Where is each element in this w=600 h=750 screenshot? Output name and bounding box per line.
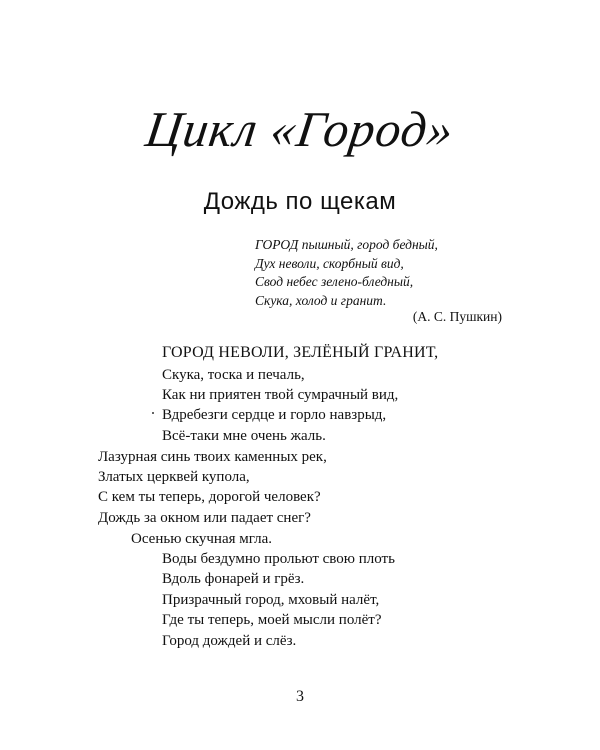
epigraph-line: ГОРОД пышный, город бедный, [255,237,438,252]
poem-line: Вдребезги сердце и горло навзрыд, [162,407,387,423]
epigraph [255,236,515,310]
epigraph-line: Скука, холод и гранит. [255,292,387,308]
poem-line: Всё-таки мне очень жаль. [162,428,326,444]
poem-line: ГОРОД НЕВОЛИ, ЗЕЛЁНЫЙ ГРАНИТ, [162,344,439,361]
cycle-title: Цикл «Город» [142,101,458,157]
epigraph-author: (А. С. Пушкин) [412,309,502,324]
poem-title: Дождь по щекам [203,188,397,215]
poem-line: Призрачный город, мховый налёт, [162,592,380,608]
poem-line: Как ни приятен твой сумрачный вид, [162,387,399,403]
page-number: 3 [296,688,304,705]
print-speck [152,412,154,414]
epigraph-line: Дух неволи, скорбный вид, [255,255,404,271]
poem-line: Скука, тоска и печаль, [162,367,305,383]
epigraph-line: Свод небес зелено-бледный, [255,274,414,289]
poem-line: Вдоль фонарей и грёз. [162,571,305,587]
poem-line: Осенью скучная мгла. [131,531,273,547]
poem-line: Дождь за окном или падает снег? [98,510,311,526]
poem-line: С кем ты теперь, дорогой человек? [98,489,321,505]
poem-line: Воды бездумно прольют свою плоть [162,551,395,567]
poem-line: Где ты теперь, моей мысли полёт? [162,612,382,628]
poem-line: Лазурная синь твоих каменных рек, [98,449,327,465]
poem-line: Златых церквей купола, [98,469,250,485]
poem-line: Город дождей и слёз. [162,633,297,649]
